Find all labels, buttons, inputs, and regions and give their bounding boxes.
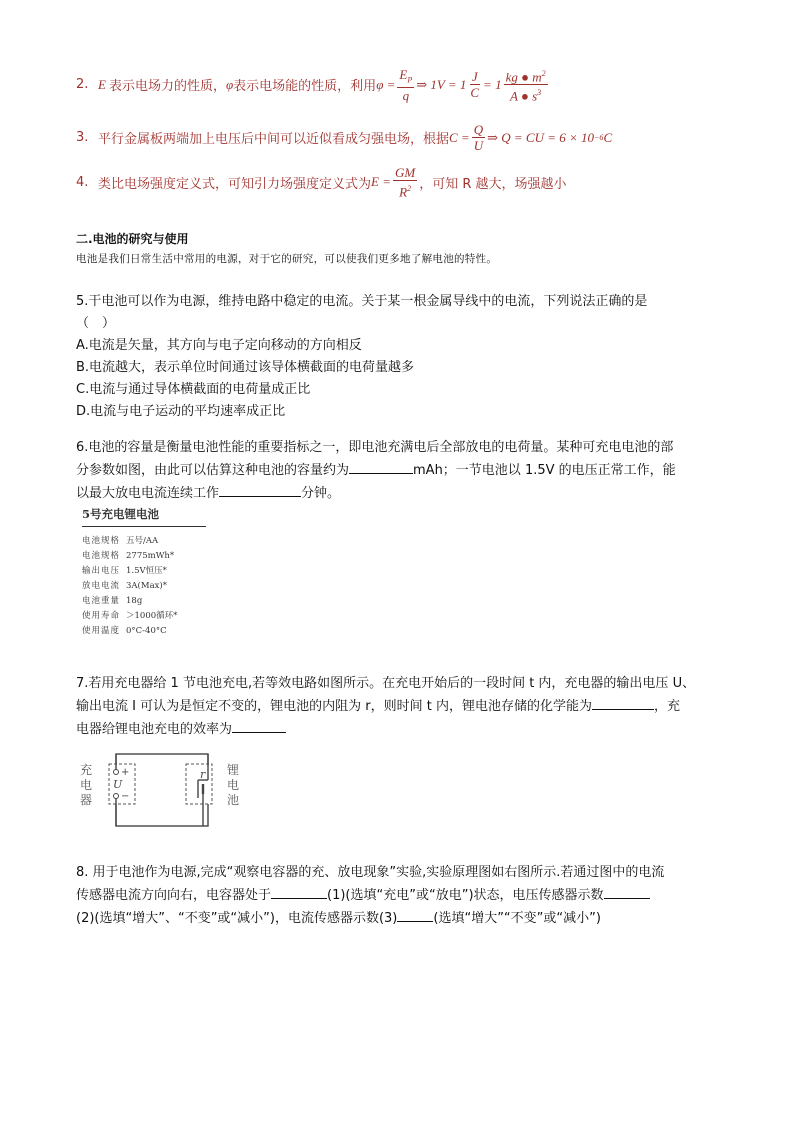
question-text: mAh；一节电池以 1.5V 的电压正常工作，能: [413, 463, 676, 478]
symbol-e: E: [98, 76, 106, 92]
formula-unit: C: [603, 129, 613, 145]
question-7: [76, 673, 736, 741]
option-c: C.电流与通过导体横截面的电荷量成正比: [76, 382, 311, 397]
symbol-phi: φ: [225, 76, 234, 92]
question-text: 输出电流 I 可认为是恒定不变的，锂电池的内阻为 r，则时间 t 内，锂电池存储的化学能为: [76, 699, 592, 714]
fraction-gm-r2: $\frac{GM}{R^2}$: [394, 165, 416, 200]
answer-4: [76, 165, 567, 199]
minus-sign: −: [121, 791, 130, 802]
voltage-label: U: [113, 778, 123, 791]
formula-lhs: φ =: [376, 76, 396, 92]
spec-row: 电池重量 18g: [82, 596, 143, 606]
spec-row: 电池规格 2775mWh*: [82, 551, 175, 561]
answer-blank[interactable]: [219, 482, 301, 497]
answer-blank[interactable]: [349, 459, 413, 474]
spec-row: 使用温度 0°C-40°C: [82, 626, 167, 636]
question-8: [76, 862, 746, 930]
terminal-minus: [114, 794, 119, 799]
question-text: 分参数如图，由此可以估算这种电池的容量约为: [76, 463, 350, 478]
question-line: 7.若用充电器给 1 节电池充电,若等效电路如图所示。在充电开始后的一段时间 t 内，充电器的输出电压 U、: [76, 676, 696, 691]
question-text: (2)(选填“增大”、“不变”或“减小”)，电流传感器示数(3): [76, 911, 398, 926]
answer-number: 3.: [76, 130, 89, 145]
fraction-units: $\frac{kg ● m^2}{A ● s^3}$: [504, 66, 548, 104]
battery-label: 锂: [227, 763, 240, 777]
spec-row: 放电电流 3A(Max)*: [82, 581, 167, 591]
section-title: 二.电池的研究与使用: [76, 232, 189, 246]
formula-eq: = 1: [483, 76, 502, 92]
spec-title: 5号充电锂电池: [82, 506, 206, 527]
question-text: (1)(选填“充电”或“放电”)状态，电压传感器示数: [327, 888, 604, 903]
answer-text: 表示电场能的性质，利用: [233, 79, 377, 95]
charger-label: 充: [80, 763, 93, 777]
question-text: 分钟。: [301, 486, 341, 501]
question-text: ，充: [653, 699, 680, 714]
fraction-q-u: $\frac{Q}{U}$: [473, 122, 484, 153]
spec-row: 使用寿命 ＞1000循环*: [82, 611, 178, 621]
spec-row: 输出电压 1.5V恒压*: [82, 566, 167, 576]
section-description: 电池是我们日常生活中常用的电源，对于它的研究，可以使我们更多地了解电池的特性。: [76, 253, 498, 265]
question-line: 6.电池的容量是衡量电池性能的重要指标之一，即电池充满电后全部放电的电荷量。某种可充电电池的部: [76, 440, 674, 455]
answer-blank[interactable]: [604, 884, 650, 899]
answer-number: 2.: [76, 77, 89, 93]
answer-text: 平行金属板两端加上电压后中间可以近似看成匀强电场，根据: [98, 132, 450, 147]
question-5: [76, 291, 726, 423]
option-d: D.电流与电子运动的平均速率成正比: [76, 404, 286, 419]
formula-lhs: C =: [449, 129, 470, 145]
answer-blank[interactable]: [271, 884, 327, 899]
answer-text: 类比电场强度定义式，可知引力场强度定义式为: [98, 176, 372, 192]
battery-spec-table: [82, 506, 206, 638]
formula-arrow: ⇒ 1V = 1: [416, 76, 467, 92]
formula-rhs: ⇒ Q = CU = 6 × 10: [487, 129, 595, 145]
question-text: 以最大放电电流连续工作: [76, 486, 220, 501]
question-6: [76, 437, 726, 505]
answer-text: ，可知 R 越大，场强越小: [419, 176, 567, 192]
option-b: B.电流越大，表示单位时间通过该导体横截面的电荷量越多: [76, 360, 415, 375]
question-stem: 5.干电池可以作为电源，维持电路中稳定的电流。关于某一根金属导线中的电流，下列说法正确的是: [76, 294, 648, 309]
answer-blank[interactable]: [592, 695, 654, 710]
question-text: 电器给锂电池充电的效率为: [76, 722, 233, 737]
answer-text: 表示电场力的性质，: [108, 79, 226, 95]
answer-paren: （ ）: [76, 316, 116, 331]
spec-row: 电池规格 五号/AA: [82, 536, 159, 546]
resistance-label: r: [200, 768, 206, 781]
fraction-ep-q: $\frac{E_P}{q}$: [399, 66, 413, 104]
battery-label: 电: [227, 778, 240, 792]
formula-exponent: −6: [594, 133, 604, 142]
answer-3: [76, 122, 612, 153]
answer-2: [76, 66, 550, 104]
answer-blank[interactable]: [232, 718, 286, 733]
question-text: (选填“增大”“不变”或“减小”): [433, 911, 601, 926]
question-line: 8. 用于电池作为电源,完成“观察电容器的充、放电现象”实验,实验原理图如右图所示.若通过图中的电流: [76, 865, 665, 880]
charger-label: 器: [80, 793, 93, 807]
option-a: A.电流是矢量，其方向与电子定向移动的方向相反: [76, 338, 362, 353]
answer-blank[interactable]: [397, 907, 433, 922]
question-text: 传感器电流方向向右，电容器处于: [76, 888, 272, 903]
fraction-j-c: $\frac{J}{C}$: [470, 69, 480, 101]
answer-number: 4.: [76, 174, 89, 190]
terminal-plus: [114, 770, 119, 775]
formula-lhs: E =: [371, 174, 391, 190]
plus-sign: +: [121, 767, 130, 778]
charger-label: 电: [80, 778, 93, 792]
battery-label: 池: [227, 793, 240, 807]
circuit-diagram: [76, 748, 256, 830]
